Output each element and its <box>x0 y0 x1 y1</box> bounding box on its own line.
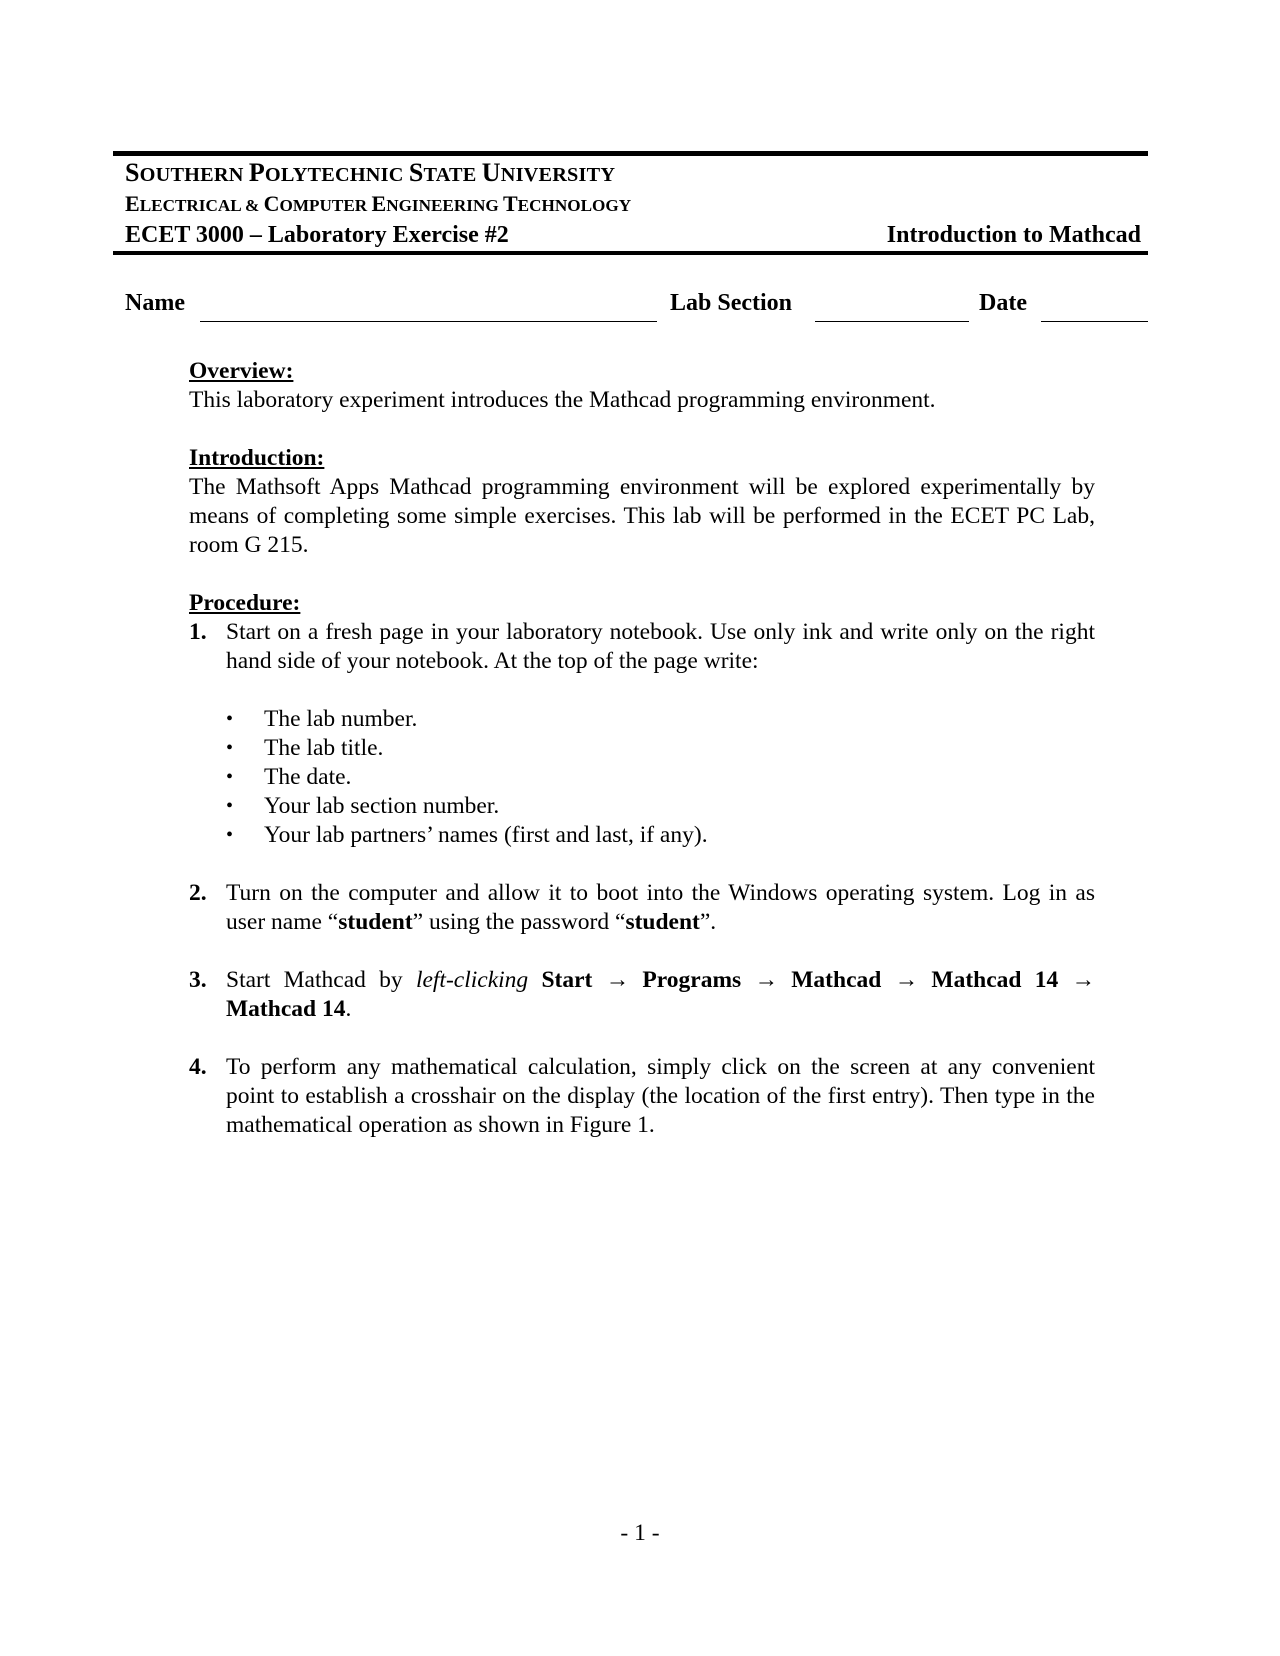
overview-heading: Overview: <box>189 358 294 384</box>
procedure-step-1 <box>189 618 1095 676</box>
menu-path-item: Start <box>541 967 593 993</box>
bullet-icon: • <box>226 708 234 730</box>
list-item <box>226 705 1095 734</box>
list-item <box>226 763 1095 792</box>
password-value: student <box>625 909 700 935</box>
menu-path-item: Programs <box>642 967 742 993</box>
step-text: Turn on the computer and allow it to boot into the Windows operating system. Log in as user name “ <box>226 880 1095 935</box>
list-item-text: The lab title. <box>264 735 384 761</box>
university-letter: P <box>248 158 265 187</box>
step-text <box>528 967 541 993</box>
lab-section-label: Lab Section <box>670 290 793 316</box>
date-blank-line[interactable] <box>1041 321 1148 322</box>
department-letter: C <box>263 191 280 216</box>
name-blank-line[interactable] <box>200 321 657 322</box>
department-part: NGINEERING <box>386 196 503 215</box>
university-letter: S <box>408 158 424 187</box>
step-number: 1. <box>189 619 207 645</box>
university-letter: S <box>125 158 140 187</box>
procedure-step-4 <box>189 1053 1095 1140</box>
step-emphasis: left-clicking <box>415 967 529 993</box>
menu-path-item: Mathcad <box>791 967 882 993</box>
department-letter: E <box>371 191 387 216</box>
university-part: OUTHERN <box>139 164 249 186</box>
procedure-step-2 <box>189 879 1095 937</box>
student-info-fields <box>125 290 1148 326</box>
step-number: 2. <box>189 880 207 906</box>
lab-section-blank-line[interactable] <box>815 321 969 322</box>
introduction-heading: Introduction: <box>189 445 325 471</box>
page-number: - 1 - <box>620 1520 660 1546</box>
header-top-rule <box>113 151 1148 156</box>
university-part: NIVERSITY <box>500 164 616 186</box>
procedure-heading: Procedure: <box>189 590 301 616</box>
username-value: student <box>338 909 413 935</box>
lab-title: Introduction to Mathcad <box>886 222 1141 248</box>
notebook-header-list <box>189 705 1095 850</box>
date-label: Date <box>979 290 1027 316</box>
department-part: OMPUTER <box>279 196 372 215</box>
list-item-text: The lab number. <box>264 706 418 732</box>
list-item <box>226 734 1095 763</box>
menu-path-item: Mathcad 14 <box>931 967 1059 993</box>
course-title: ECET 3000 – Laboratory Exercise #2 <box>125 222 509 248</box>
menu-path-item: Mathcad 14 <box>226 996 346 1022</box>
course-line <box>125 222 1141 249</box>
arrow-icon: → <box>741 967 792 993</box>
list-item-text: Your lab section number. <box>264 793 500 819</box>
arrow-icon: → <box>1058 967 1096 993</box>
university-part: TATE <box>423 164 482 186</box>
bullet-icon: • <box>226 824 234 846</box>
document-body <box>189 357 1095 1140</box>
introduction-text: The Mathsoft Apps Mathcad programming environment will be explored experimentally by means of completing some simple exercises. This lab will be performed in the ECET PC Lab, room G 215. <box>189 474 1095 558</box>
department-part: LECTRICAL & <box>139 196 264 215</box>
list-item-text: The date. <box>264 764 352 790</box>
step-text: Start on a fresh page in your laboratory notebook. Use only ink and write only on the right hand side of your notebook. At the top of the page write: <box>226 619 1095 674</box>
step-text: ”. <box>699 909 717 935</box>
list-item <box>226 821 1095 850</box>
step-number: 3. <box>189 967 207 993</box>
procedure-step-3 <box>189 966 1095 1024</box>
bullet-icon: • <box>226 795 234 817</box>
university-name <box>125 158 615 188</box>
list-item <box>226 792 1095 821</box>
overview-text: This laboratory experiment introduces the Mathcad programming environment. <box>189 387 936 413</box>
name-label: Name <box>125 290 185 316</box>
list-item-text: Your lab partners’ names (first and last, if any). <box>264 822 708 848</box>
university-part: OLYTECHNIC <box>264 164 409 186</box>
header-bottom-rule <box>113 251 1148 255</box>
step-text: Start Mathcad by <box>226 967 416 993</box>
department-name <box>125 191 631 217</box>
department-letter: T <box>502 191 518 216</box>
university-letter: U <box>481 158 501 187</box>
department-letter: E <box>125 191 140 216</box>
arrow-icon: → <box>592 967 643 993</box>
bullet-icon: • <box>226 766 234 788</box>
arrow-icon: → <box>881 967 932 993</box>
department-part: ECHNOLOGY <box>517 196 632 215</box>
step-number: 4. <box>189 1054 207 1080</box>
step-text: ” using the password “ <box>412 909 626 935</box>
step-text: To perform any mathematical calculation, simply click on the screen at any convenient point to establish a crosshair on the display (the location of the first entry). Then type in the mathematical operation as shown in Figure 1. <box>226 1054 1095 1138</box>
step-text: . <box>345 996 352 1022</box>
bullet-icon: • <box>226 737 234 759</box>
